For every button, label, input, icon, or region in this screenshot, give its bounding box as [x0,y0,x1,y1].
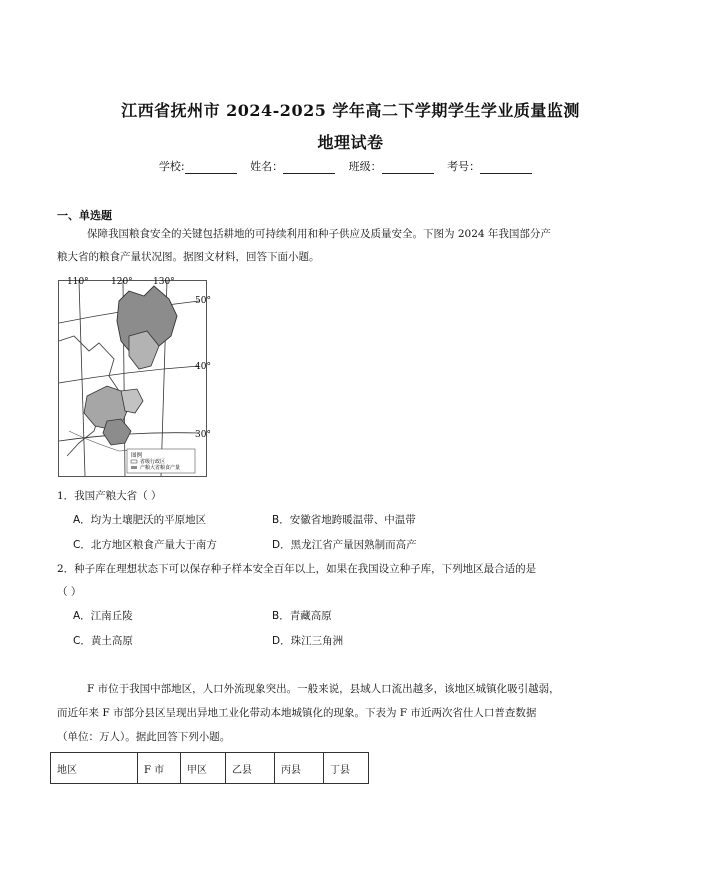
school-blank[interactable] [185,162,237,174]
q2-option-c[interactable]: C．黄土高原 [73,635,133,647]
table-header-cell: 地区 [51,753,138,784]
name-label: 姓名： [250,160,284,173]
question-2-stem-cont: （ ） [57,586,82,598]
q1-option-d[interactable]: D．黑龙江省产量因熟制而高产 [272,539,417,551]
question-1-stem: 1．我国产粮大省（ ） [57,490,162,502]
student-info-row [0,158,701,174]
exam-title-line2: 地理试卷 [317,133,384,152]
school-label: 学校: [158,160,185,173]
lat-label-50: 50° [195,296,211,306]
lat-label-40: 40° [195,362,211,372]
section-heading: 一、单选题 [57,209,112,222]
exam-title-line1: 江西省抚州市 2024-2025 学年高二下学期学生学业质量监测 [121,101,580,120]
q2-option-d[interactable]: D．珠江三角洲 [272,635,344,647]
legend-title: 图例 [131,453,143,459]
lon-label-130: 130° [153,277,175,287]
lat-label-30: 30° [195,430,211,440]
legend-item-1: 省级行政区 [140,459,166,465]
id-blank[interactable] [480,162,532,174]
table-header-cell: 丁县 [324,753,369,784]
table-header-cell: F 市 [138,753,181,784]
question-2-stem: 2．种子库在理想状态下可以保存种子样本安全百年以上，如果在我国设立种子库，下列地区最合适的是 [57,563,537,575]
q1-option-a[interactable]: A．均为土壤肥沃的平原地区 [73,514,207,526]
q1-option-c[interactable]: C．北方地区粮食产量大于南方 [73,539,217,551]
passage2-line3: （单位：万人）。据此回答下列小题。 [57,731,231,743]
intro-line2: 粮大省的粮食产量状况图。据图文材料，回答下面小题。 [57,251,320,263]
q2-option-a[interactable]: A．江南丘陵 [73,610,133,622]
class-label: 班级： [348,160,382,173]
legend-item-2: 产粮大省粮食产量 [140,465,181,471]
table-header-cell: 丙县 [275,753,324,784]
table-header-cell: 甲区 [181,753,226,784]
passage2-line1: F 市位于我国中部地区，人口外流现象突出。一般来说，县域人口流出越多，该地区城镇化吸引越弱， [87,683,560,695]
population-table [50,752,369,784]
lon-label-120: 120° [111,277,133,287]
id-label: 考号： [447,160,481,173]
intro-line1: 保障我国粮食安全的关键包括耕地的可持续利用和种子供应及质量安全。下图为 2024 年我国部分产 [87,228,551,240]
lon-label-110: 110° [67,277,89,287]
table-header-row [51,753,369,784]
map-svg [59,281,206,476]
passage2-line2: 而近年来 F 市部分县区呈现出异地工业化带动本地城镇化的现象。下表为 F 市近两次省仕人口普查数据 [57,707,537,719]
grain-production-map [58,277,207,477]
q2-option-b[interactable]: B．青藏高原 [272,610,332,622]
name-blank[interactable] [283,162,335,174]
class-blank[interactable] [382,162,434,174]
table-header-cell: 乙县 [226,753,275,784]
q1-option-b[interactable]: B．安徽省地跨暖温带、中温带 [272,514,416,526]
